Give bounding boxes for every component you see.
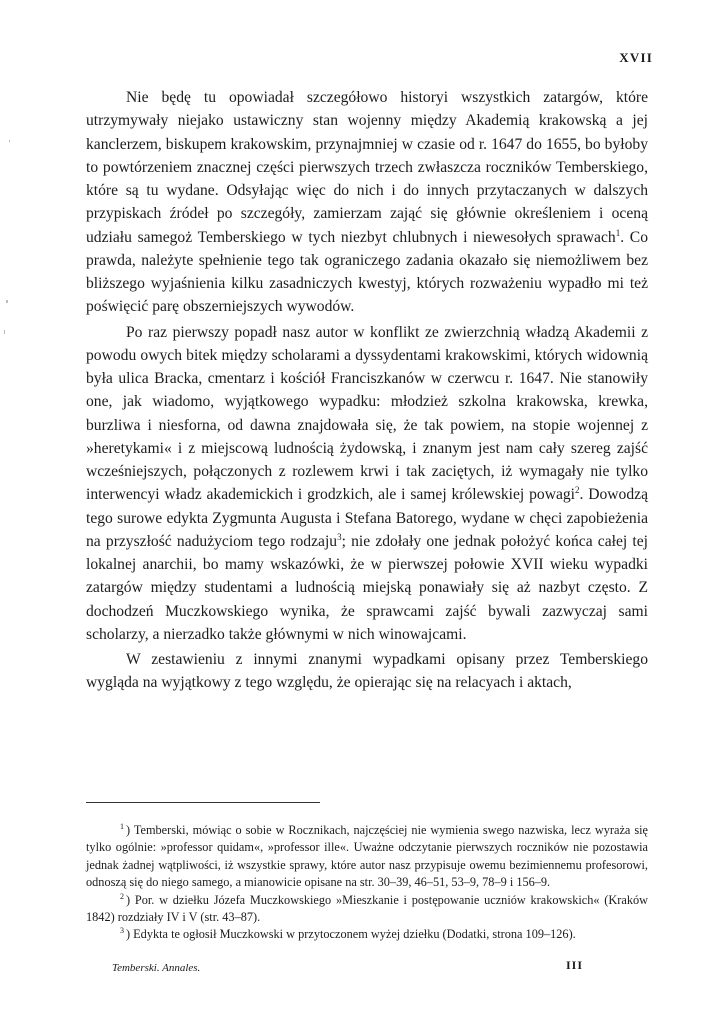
page-number: XVII bbox=[619, 50, 653, 65]
footnote-mark: 3 bbox=[120, 926, 124, 936]
body-text bbox=[86, 86, 648, 695]
paragraph-text: ; nie zdołały one jednak położyć końca całej tej lokalnej anarchii, bo mamy wskazówki, że w pierwszej połowie XVII wieku wypadki zatargów między studentami a ludnością miejską ponawiały się aż nazbyt często. Z dochodzeń Muczkowskiego wynika, że sprawcami zajść bywali zazwyczaj sami scholarzy, a nierzadko także głównymi w nich winowajcami. bbox=[86, 532, 648, 643]
paragraph-text: Nie będę tu opowiadał szczegółowo historyi wszystkich zatargów, które utrzymywały niejako ustawiczny stan wojenny między Akademią krakowską a jej kanclerzem, biskupem krakowskim, przynajmniej w czasie od r. 1647 do 1655, bo byłoby to powtórzeniem znacznej części pierwszych trzech zwłaszcza roczników Temberskiego, które są tu wydane. Odsyłając więc do nich i do innych przytaczanych w dalszych przypiskach źródeł po szczegóły, zamierzam zająć się głównie określeniem i oceną udziału samegoż Temberskiego w tych niezbyt chlubnych i niewesołych sprawach bbox=[86, 89, 648, 246]
paragraph-3 bbox=[86, 648, 648, 695]
footnote-reference: 3 bbox=[337, 531, 342, 542]
paragraph-2 bbox=[86, 321, 648, 647]
footnotes bbox=[86, 822, 648, 944]
footnote-text: ) Edykta te ogłosił Muczkowski w przytoczonem wyżej dziełku (Dodatki, strona 109–126). bbox=[126, 927, 576, 942]
footnote-2 bbox=[86, 892, 648, 927]
paragraph-text: . Co prawda, należyte spełnienie tego tak ograniczego zadania okazało się niemożliwem bez bliższego wyjaśnienia kilku zasadniczych kwestyj, których rozważeniu wypadło mi też poświęcić parę obszerniejszych wywodów. bbox=[86, 228, 648, 316]
paragraph-text: Po raz pierwszy popadł nasz autor w konflikt ze zwierzchnią władzą Akademii z powodu owych bitek między scholarami a dyssydentami krakowskimi, których widownią była ulica Bracka, cmentarz i kościół Franciszkanów w czerwcu r. 1647. Nie stanowiły one, jak wiadomo, wyjątkowego wypadku: młodzież szkolna krakowska, krewka, burzliwa i niesforna, od dawna znajdowała się, że tak powiem, na stopie wojennej z »heretykami« i z miejscową ludnością żydowską, i znanym jest nam cały szereg zajść wcześniejszych, połączonych z rozlewem krwi i tak zaciętych, iż wymagały nie tylko interwencyi władz akademickich i grodzkich, ale i samej królewskiej powagi bbox=[86, 323, 648, 504]
paragraph-text: . Dowodzą tego surowe edykta Zygmunta Augusta i Stefana Batorego, wydane w chęci zapobieżenia na przyszłość nadużyciom tego rodzaju bbox=[86, 486, 648, 550]
footnote-text: ) Por. w dziełku Józefa Muczkowskiego »Mieszkanie i postępowanie uczniów krakowskich« (Kraków 1842) rozdziały IV i V (str. 43–87). bbox=[86, 892, 648, 925]
scan-speck bbox=[6, 300, 8, 303]
footnote-1 bbox=[86, 822, 648, 892]
footnote-mark: 2 bbox=[120, 891, 124, 901]
footnote-text: ) Temberski, mówiąc o sobie w Rocznikach, najczęściej nie wymienia swego nazwiska, lecz wyraża się tylko ogólnie: »professor quidam«, »professor ille«. Uważne odczytanie pierwszych roczników nie pozostawia jednak żadnej wątpliwości, iż wszystkie sprawy, które autor nasz przypisuje owemu bezimiennemu profesorowi, odnoszą się do niego samego, a mianowicie opisane na str. 30–39, 46–51, 53–9, 78–9 i 156–9. bbox=[86, 823, 648, 890]
paragraph-text: W zestawieniu z innymi znanymi wypadkami opisany przez Temberskiego wygląda na wyjątkowy z tego względu, że opierając się na relacyach i aktach, bbox=[86, 651, 648, 692]
footer-signature: Temberski. Annales. bbox=[112, 962, 201, 974]
footnote-reference: 1 bbox=[615, 227, 621, 238]
footnote-divider bbox=[86, 802, 320, 803]
footnote-3 bbox=[86, 926, 648, 943]
footnote-mark: 1 bbox=[120, 821, 124, 831]
paragraph-1 bbox=[86, 86, 648, 319]
scan-speck bbox=[9, 140, 10, 142]
scan-speck bbox=[4, 330, 5, 334]
footnote-reference: 2 bbox=[575, 485, 580, 496]
footer-sheet-number: III bbox=[566, 958, 584, 972]
